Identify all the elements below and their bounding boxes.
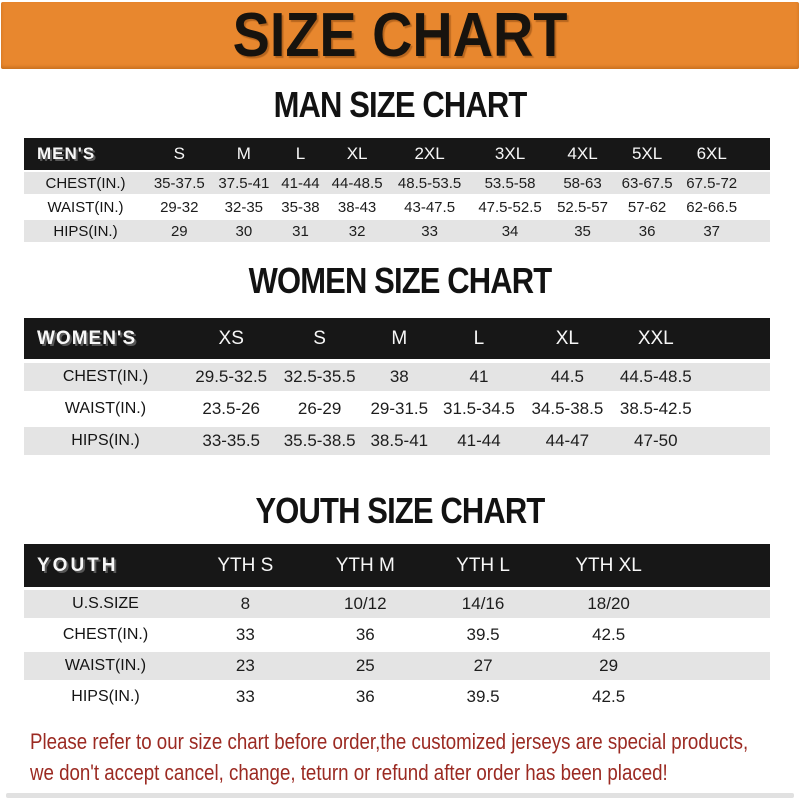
column-header: 3XL <box>494 144 526 163</box>
column-header: 6XL <box>696 144 727 163</box>
table-corner-label: WOMEN'S <box>37 327 137 349</box>
cell: 34.5-38.5 <box>531 399 604 418</box>
cell: 32 <box>348 222 366 240</box>
row-label: CHEST(IN.) <box>45 174 126 192</box>
cell: 30 <box>235 222 253 240</box>
cell: 33-35.5 <box>202 431 261 450</box>
spacer-cell <box>678 544 770 587</box>
row-label: HIPS(IN.) <box>71 688 140 705</box>
table-row <box>24 621 770 649</box>
cell: 44.5-48.5 <box>619 367 692 386</box>
spacer-cell <box>700 318 770 359</box>
cell: 35-37.5 <box>153 174 205 192</box>
cell: 31.5-34.5 <box>443 399 515 418</box>
table-corner-label: MEN'S <box>37 144 96 163</box>
cell: 41-44 <box>457 431 501 450</box>
spacer-cell <box>678 652 770 680</box>
column-header: S <box>313 327 326 349</box>
table-row <box>24 395 770 423</box>
cell: 23 <box>235 656 255 675</box>
table-corner-label: YOUTH <box>37 554 119 576</box>
cell: 38-43 <box>337 198 377 216</box>
cell: 41-44 <box>281 174 320 192</box>
footer-line-2: we don't accept cancel, change, teturn or refund after order has been placed! <box>30 760 668 785</box>
column-header: XS <box>218 327 244 349</box>
table-row <box>24 652 770 680</box>
banner <box>1 2 799 69</box>
cell: 34 <box>501 222 519 240</box>
table-women <box>24 314 770 459</box>
bottom-divider <box>6 793 794 798</box>
cell: 67.5-72 <box>686 174 738 192</box>
cell: 37 <box>703 222 721 240</box>
table-row <box>24 172 770 194</box>
cell: 47.5-52.5 <box>478 198 542 216</box>
cell: 33 <box>235 687 255 706</box>
cell: 36 <box>355 687 375 706</box>
column-header: L <box>295 144 306 163</box>
row-label: WAIST(IN.) <box>64 657 147 674</box>
row-label: HIPS(IN.) <box>71 432 140 449</box>
cell: 29-32 <box>160 198 199 216</box>
cell: 29-31.5 <box>370 399 429 418</box>
column-header: XL <box>346 144 368 163</box>
column-header: 4XL <box>567 144 598 163</box>
table-row <box>24 196 770 218</box>
cell: 53.5-58 <box>484 174 536 192</box>
cell: 32-35 <box>224 198 264 216</box>
table-youth <box>24 541 770 714</box>
column-header: S <box>173 144 185 163</box>
cell: 63-67.5 <box>621 174 673 192</box>
column-header: YTH L <box>456 554 510 576</box>
cell: 23.5-26 <box>202 399 261 418</box>
table-row <box>24 683 770 711</box>
column-header: M <box>391 327 408 349</box>
cell: 62-66.5 <box>686 198 738 216</box>
cell: 29 <box>170 222 188 240</box>
cell: 36 <box>638 222 656 240</box>
cell: 57-62 <box>627 198 667 216</box>
cell: 58-63 <box>563 174 602 192</box>
cell: 39.5 <box>466 687 500 706</box>
row-label: U.S.SIZE <box>72 595 139 612</box>
spacer-cell <box>700 427 770 455</box>
spacer-cell <box>744 220 770 242</box>
column-header: YTH S <box>217 554 274 576</box>
table-row <box>24 427 770 455</box>
spacer-cell <box>744 138 770 170</box>
spacer-cell <box>700 363 770 391</box>
cell: 18/20 <box>587 594 630 613</box>
cell: 36 <box>355 625 375 644</box>
cell: 42.5 <box>592 687 626 706</box>
spacer-cell <box>700 395 770 423</box>
table-header-row <box>24 138 770 170</box>
cell: 42.5 <box>592 625 626 644</box>
cell: 29.5-32.5 <box>195 367 268 386</box>
column-header: XXL <box>637 327 674 349</box>
table-row <box>24 363 770 391</box>
cell: 48.5-53.5 <box>397 174 462 192</box>
row-label: CHEST(IN.) <box>62 626 149 643</box>
cell: 33 <box>235 625 255 644</box>
row-label: WAIST(IN.) <box>64 400 147 417</box>
row-label: WAIST(IN.) <box>47 198 124 216</box>
section-heading-women: WOMEN SIZE CHART <box>248 260 552 301</box>
footer-line-1: Please refer to our size chart before order,the customized jerseys are special products, <box>30 729 749 754</box>
table-row <box>24 590 770 618</box>
cell: 37.5-41 <box>218 174 270 192</box>
column-header: XL <box>555 327 579 349</box>
section-heading-youth: YOUTH SIZE CHART <box>255 490 545 531</box>
table-row <box>24 220 770 242</box>
cell: 43-47.5 <box>404 198 456 216</box>
section-heading-man: MAN SIZE CHART <box>273 84 527 125</box>
cell: 41 <box>469 367 489 386</box>
cell: 47-50 <box>634 431 678 450</box>
column-header: YTH XL <box>575 554 642 576</box>
cell: 44-47 <box>545 431 590 450</box>
spacer-cell <box>678 621 770 649</box>
cell: 29 <box>599 656 619 675</box>
cell: 25 <box>355 656 375 675</box>
cell: 38 <box>389 367 409 386</box>
table-header-row <box>24 318 770 359</box>
column-header: 5XL <box>631 144 663 163</box>
column-header: M <box>236 144 251 163</box>
row-label: CHEST(IN.) <box>62 368 149 385</box>
cell: 38.5-42.5 <box>619 399 692 418</box>
cell: 35.5-38.5 <box>283 431 356 450</box>
cell: 38.5-41 <box>370 431 429 450</box>
table-header-row <box>24 544 770 587</box>
cell: 8 <box>240 594 251 613</box>
table-men <box>24 136 770 244</box>
row-label: HIPS(IN.) <box>53 222 118 240</box>
cell: 35-38 <box>281 198 320 216</box>
cell: 44-48.5 <box>331 174 383 192</box>
column-header: 2XL <box>414 144 445 163</box>
cell: 10/12 <box>344 594 387 613</box>
cell: 44.5 <box>550 367 584 386</box>
cell: 27 <box>473 656 493 675</box>
cell: 52.5-57 <box>557 198 608 216</box>
cell: 39.5 <box>466 625 500 644</box>
spacer-cell <box>744 196 770 218</box>
column-header: L <box>473 327 485 349</box>
cell: 31 <box>292 222 309 240</box>
spacer-cell <box>678 683 770 711</box>
footer-note <box>30 726 749 788</box>
cell: 26-29 <box>297 399 342 418</box>
cell: 35 <box>574 222 591 240</box>
spacer-cell <box>744 172 770 194</box>
spacer-cell <box>678 590 770 618</box>
column-header: YTH M <box>335 554 395 576</box>
cell: 33 <box>421 222 438 240</box>
cell: 32.5-35.5 <box>283 367 356 386</box>
page-title: SIZE CHART <box>232 0 568 70</box>
cell: 14/16 <box>461 594 505 613</box>
